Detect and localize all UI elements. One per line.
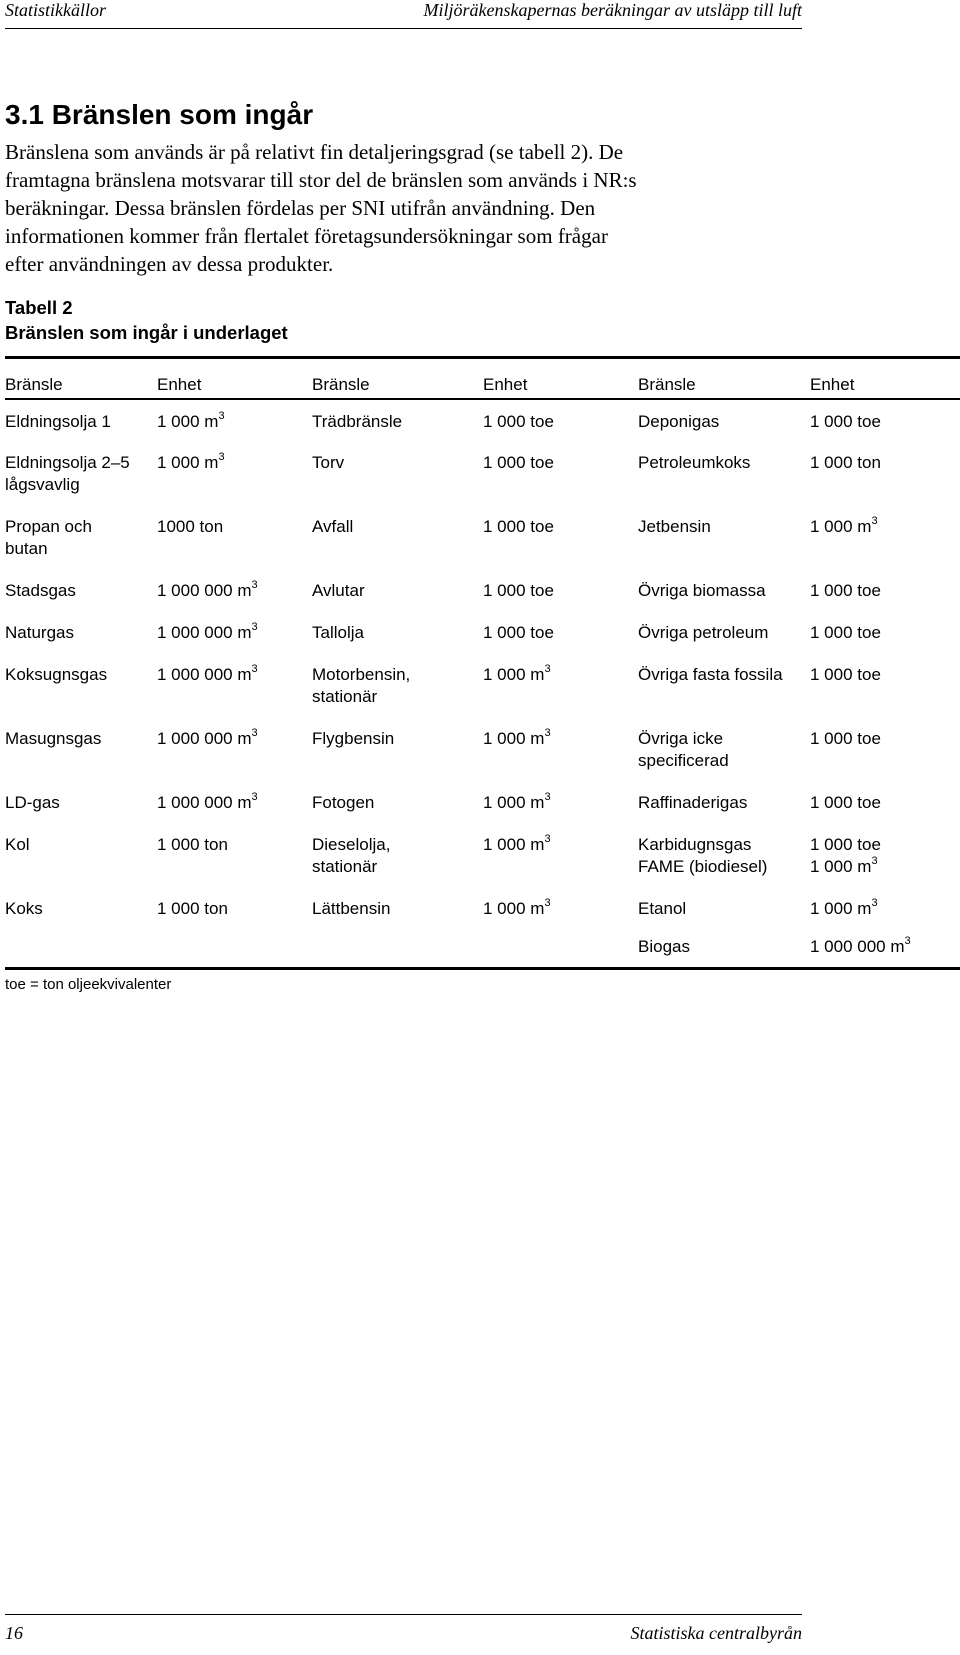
table-cell-unit: 1 000 $m^3$ [483, 727, 551, 748]
table-header-cell: Bränsle [312, 375, 370, 394]
table-cell-fuel: LD-gas [5, 793, 60, 812]
cubic-superscript: 3 [251, 621, 258, 634]
cubic-superscript: 3 [251, 579, 258, 592]
table-caption: Bränslen som ingår i underlaget [5, 322, 288, 343]
table-cell-fuel: Motorbensin, stationär [312, 665, 411, 706]
table-cell-unit: 1 000 toe [483, 453, 554, 472]
table-cell-fuel: Naturgas [5, 623, 74, 642]
table-cell-fuel: Avfall [312, 517, 354, 536]
section-title: 3.1 Bränslen som ingår [5, 99, 314, 130]
table-cell-fuel: Dieselolja, stationär [312, 835, 391, 876]
paragraph-line: efter användningen av dessa produkter. [5, 252, 334, 276]
table-cell-fuel: Trädbränsle [312, 412, 403, 431]
table-cell-unit: 1 000 ton [157, 899, 228, 918]
table-cell-unit: 1 000 ton [157, 835, 228, 854]
table-cell-unit: 1 000 $m^3$ [810, 515, 878, 536]
table-cell-unit: 1 000 toe [483, 623, 554, 642]
table-cell-fuel: Karbidugnsgas FAME (biodiesel) [638, 835, 768, 876]
table-header-rule [5, 398, 960, 400]
table-cell-unit: 1 000 $m^3$ [483, 897, 551, 918]
table-cell-fuel: Raffinaderigas [638, 793, 748, 812]
table-header-cell: Enhet [810, 375, 855, 394]
table-cell-fuel: Övriga petroleum [638, 623, 769, 642]
paragraph-line: beräkningar. Dessa bränslen fördelas per SNI utifrån användning. Den [5, 196, 596, 220]
table-cell-unit: 1 000 000 $m^3$ [157, 621, 258, 642]
table-cell-unit: 1 000 ton [810, 453, 881, 472]
table-cell-unit: 1 000 $m^3$ [483, 663, 551, 684]
table-cell-unit: 1 000 toe [810, 581, 881, 600]
page-footer [5, 1614, 802, 1655]
table-cell-fuel: Övriga icke specificerad [638, 729, 729, 770]
table-cell-fuel: Masugnsgas [5, 729, 102, 748]
table-header-cell: Enhet [483, 375, 528, 394]
paragraph-line: informationen kommer från flertalet företagsundersökningar som frågar [5, 224, 608, 248]
paragraph-line: framtagna bränslena motsvarar till stor del de bränslen som används i NR:s [5, 168, 637, 192]
header-left: Statistikkällor [5, 0, 106, 20]
intro-paragraph [5, 138, 805, 278]
table-cell-fuel: Deponigas [638, 412, 720, 431]
table-cell-unit: 1 000 toe [810, 793, 881, 812]
table-cell-fuel: Etanol [638, 899, 687, 918]
table-cell-fuel: Koksugnsgas [5, 665, 108, 684]
table-cell-unit: 1 000 toe [483, 517, 554, 536]
cubic-superscript: 3 [251, 663, 258, 676]
table-cell-fuel: Avlutar [312, 581, 365, 600]
table-header-cell: Bränsle [638, 375, 696, 394]
cubic-superscript: 3 [544, 791, 551, 804]
table-cell-fuel: Flygbensin [312, 729, 395, 748]
table-cell-unit: 1 000 $m^3$ [157, 451, 225, 472]
table-cell-unit: 1 000 toe [483, 581, 554, 600]
table-cell-fuel: Petroleumkoks [638, 453, 751, 472]
cubic-superscript: 3 [251, 791, 258, 804]
page-header [5, 0, 802, 29]
table-cell-fuel: Kol [5, 835, 30, 854]
table-note: toe = ton oljeekvivalenter [5, 976, 172, 993]
table-cell-unit: 1 000 $m^3$ [810, 897, 878, 918]
cubic-superscript: 3 [251, 727, 258, 740]
table-cell-fuel: Fotogen [312, 793, 375, 812]
cubic-superscript: 3 [218, 410, 225, 423]
cubic-superscript: 3 [904, 935, 911, 948]
table-cell-unit: 1 000 000 $m^3$ [157, 727, 258, 748]
table-cell-fuel: Koks [5, 899, 43, 918]
table-cell-unit: 1 000 $m^3$ [157, 410, 225, 431]
cubic-superscript: 3 [544, 663, 551, 676]
table-cell-unit: 1 000 000 $m^3$ [157, 579, 258, 600]
cubic-superscript: 3 [544, 727, 551, 740]
table-cell-unit: 1 000 000 $m^3$ [157, 663, 258, 684]
table-cell-fuel: Tallolja [312, 623, 364, 642]
cubic-superscript: 3 [544, 833, 551, 846]
cubic-superscript: 3 [871, 897, 878, 910]
table-cell-unit: 1 000 toe 1 000 $m^3$ [810, 835, 881, 876]
table-cell-unit: 1 000 toe [483, 412, 554, 431]
table-cell-fuel: Eldningsolja 1 [5, 412, 111, 431]
page-number: 16 [5, 1623, 23, 1643]
cubic-superscript: 3 [544, 897, 551, 910]
paragraph-line: Bränslena som används är på relativt fin detaljeringsgrad (se tabell 2). De [5, 140, 624, 164]
table-cell-fuel: Övriga fasta fossila [638, 665, 783, 684]
table-cell-fuel: Eldningsolja 2–5 lågsvavlig [5, 453, 130, 494]
table-cell-unit: 1 000 $m^3$ [483, 791, 551, 812]
cubic-superscript: 3 [871, 855, 878, 868]
table-cell-unit: 1 000 $m^3$ [483, 833, 551, 854]
table-cell-unit: 1 000 toe [810, 412, 881, 431]
table-cell-fuel: Propan och butan [5, 517, 92, 558]
table-cell-fuel: Övriga biomassa [638, 581, 766, 600]
table-cell-unit: 1 000 000 $m^3$ [810, 935, 911, 956]
table-cell-fuel: Torv [312, 453, 345, 472]
table-header-cell: Bränsle [5, 375, 63, 394]
table-cell-unit: 1 000 000 $m^3$ [157, 791, 258, 812]
table-header-cell: Enhet [157, 375, 202, 394]
cubic-superscript: 3 [871, 515, 878, 528]
table-bottom-rule [5, 967, 960, 970]
table-cell-unit: 1000 ton [157, 517, 224, 536]
table-cell-fuel: Jetbensin [638, 517, 711, 536]
table-cell-fuel: Biogas [638, 937, 690, 956]
table-cell-unit: 1 000 toe [810, 623, 881, 642]
header-right: Miljöräkenskapernas beräkningar av utsläpp till luft [423, 0, 802, 20]
table-label: Tabell 2 [5, 297, 73, 318]
table-cell-fuel: Stadsgas [5, 581, 76, 600]
table-top-rule [5, 356, 960, 359]
footer-publisher: Statistiska centralbyrån [630, 1623, 802, 1643]
cubic-superscript: 3 [218, 451, 225, 464]
table-cell-unit: 1 000 toe [810, 729, 881, 748]
table-cell-fuel: Lättbensin [312, 899, 391, 918]
table-cell-unit: 1 000 toe [810, 665, 881, 684]
